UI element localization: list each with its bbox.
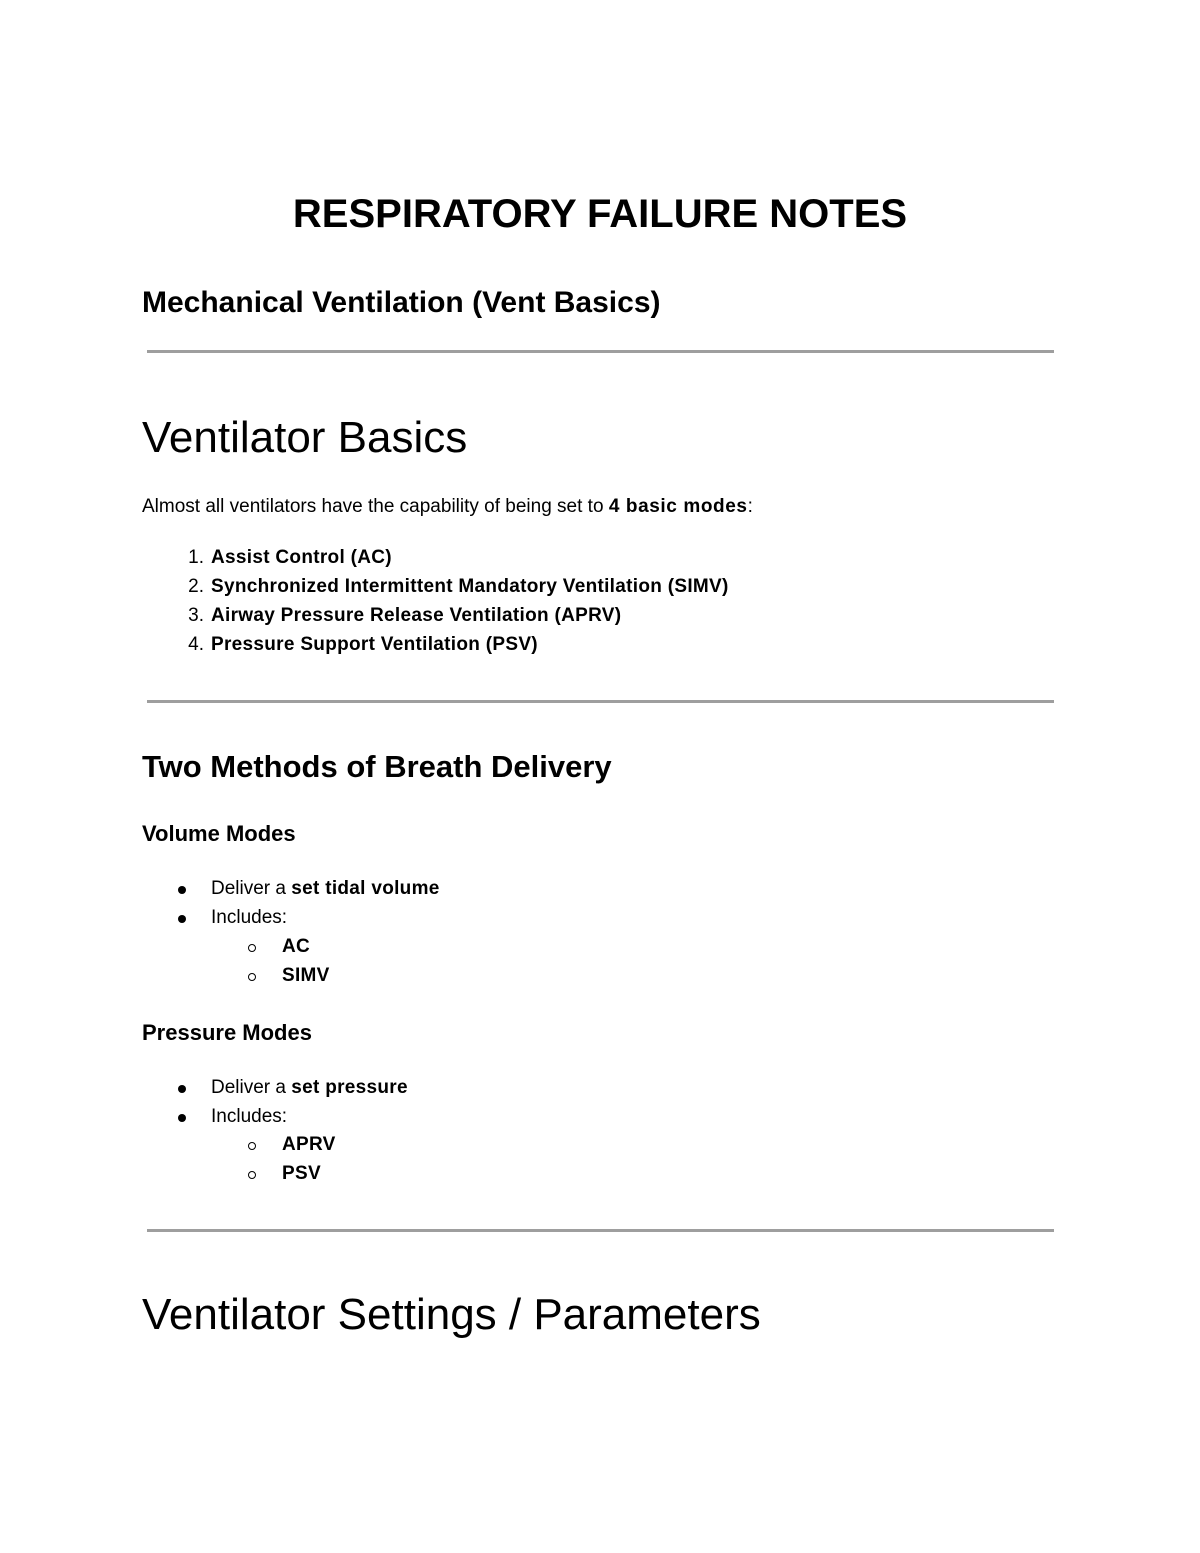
- ventilator-basics-heading: Ventilator Basics: [142, 413, 468, 462]
- mode-label: Pressure Support Ventilation (PSV): [211, 634, 538, 655]
- list-item: [282, 934, 330, 963]
- bullet-icon: [178, 886, 186, 894]
- deliver-text: Deliver a: [211, 878, 292, 899]
- mode-label: Synchronized Intermittent Mandatory Ventilation (SIMV): [211, 576, 729, 597]
- pressure-modes-list: [211, 1075, 408, 1133]
- deliver-bold-text: set tidal volume: [291, 878, 440, 899]
- list-item: [282, 1132, 336, 1161]
- mode-abbrev: AC: [282, 936, 311, 957]
- breath-delivery-heading: Two Methods of Breath Delivery: [142, 749, 612, 784]
- list-number: 2.: [188, 576, 204, 597]
- volume-modes-list: [211, 876, 440, 934]
- mode-abbrev: PSV: [282, 1163, 321, 1184]
- pressure-modes-sublist: [282, 1132, 336, 1190]
- document-subtitle: Mechanical Ventilation (Vent Basics): [142, 286, 661, 319]
- list-number: 1.: [188, 547, 204, 568]
- list-item: [282, 1161, 336, 1190]
- list-item: [188, 574, 729, 603]
- bullet-icon: [178, 915, 186, 923]
- horizontal-rule: [147, 350, 1054, 353]
- ventilator-settings-heading: Ventilator Settings / Parameters: [142, 1290, 761, 1339]
- deliver-text: Deliver a: [211, 1077, 292, 1098]
- pressure-modes-heading: Pressure Modes: [142, 1020, 312, 1045]
- list-item: [282, 963, 330, 992]
- list-item: [188, 545, 729, 574]
- includes-label: Includes:: [211, 1106, 288, 1127]
- list-item: [188, 632, 729, 661]
- hollow-bullet-icon: [248, 1142, 256, 1150]
- list-item: [211, 1075, 408, 1104]
- list-item: [211, 876, 440, 905]
- mode-label: Assist Control (AC): [211, 547, 392, 568]
- volume-modes-heading: Volume Modes: [142, 821, 296, 846]
- intro-text: Almost all ventilators have the capability of being set to: [142, 496, 609, 517]
- list-item: [188, 603, 729, 632]
- intro-bold-text: 4 basic modes: [608, 496, 748, 517]
- modes-intro-paragraph: [142, 494, 753, 520]
- list-number: 4.: [188, 634, 204, 655]
- list-item: [211, 1104, 408, 1133]
- list-item: [211, 905, 440, 934]
- document-title: RESPIRATORY FAILURE NOTES: [292, 192, 908, 236]
- mode-abbrev: APRV: [282, 1134, 336, 1155]
- horizontal-rule: [147, 700, 1054, 703]
- intro-suffix: :: [747, 496, 753, 517]
- hollow-bullet-icon: [248, 944, 256, 952]
- hollow-bullet-icon: [248, 973, 256, 981]
- deliver-bold-text: set pressure: [291, 1077, 408, 1098]
- includes-label: Includes:: [211, 907, 288, 928]
- hollow-bullet-icon: [248, 1171, 256, 1179]
- modes-list: [188, 545, 729, 661]
- list-number: 3.: [188, 605, 204, 626]
- mode-label: Airway Pressure Release Ventilation (APRV): [211, 605, 622, 626]
- bullet-icon: [178, 1114, 186, 1122]
- bullet-icon: [178, 1085, 186, 1093]
- mode-abbrev: SIMV: [282, 965, 330, 986]
- volume-modes-sublist: [282, 934, 330, 992]
- horizontal-rule: [147, 1229, 1054, 1232]
